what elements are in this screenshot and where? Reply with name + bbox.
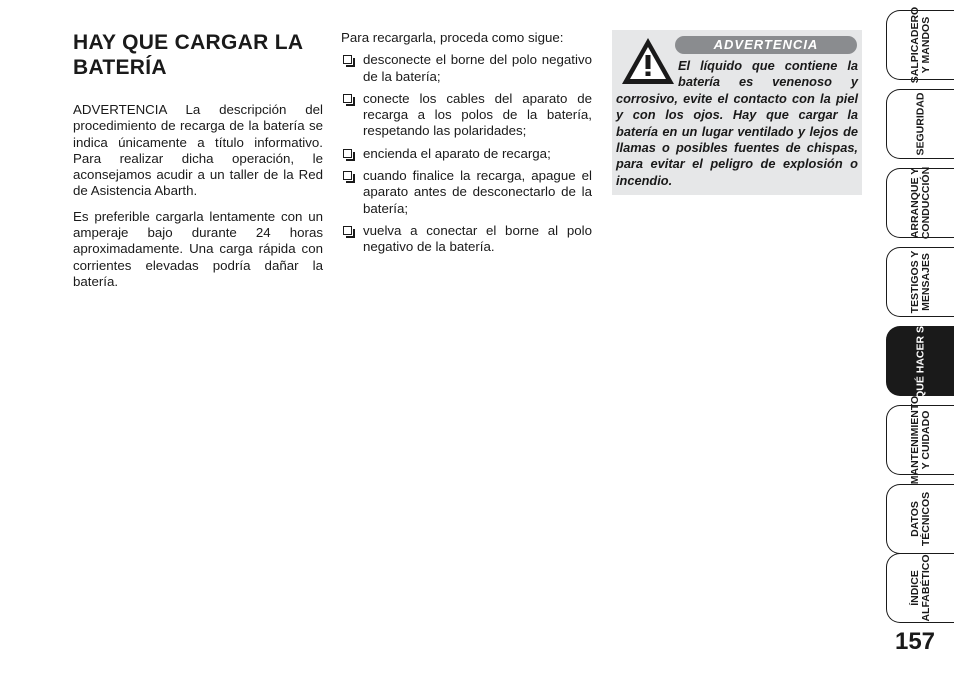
warning-text: El líquido que contiene la batería es venenoso y corrosivo, evite el contacto con la piel y con los ojos. Hay que cargar la batería en un lugar ventilado y lejos de llamas o posibles fuentes de chispas, para evitar el peligro de explosión o incendio. xyxy=(616,58,858,188)
tab-label: TESTIGOS Y MENSAJES xyxy=(908,250,932,314)
tab-que-hacer-si[interactable] xyxy=(886,323,954,399)
section-title-line1: HAY QUE CARGAR LA xyxy=(73,31,304,54)
checkbox-bullet-icon xyxy=(343,55,352,64)
charging-paragraph: Es preferible cargarla lentamente con un amperaje bajo durante 24 horas aproximadamente. Una carga rápida con corrientes elevadas podría dañar la batería. xyxy=(73,208,323,289)
tab-arranque-y-conduccion[interactable] xyxy=(886,168,954,238)
checkbox-bullet-icon xyxy=(343,149,352,158)
checkbox-bullet-icon xyxy=(343,171,352,180)
procedure-step: encienda el aparato de recarga; xyxy=(341,146,592,162)
procedure-intro: Para recargarla, proceda como sigue: xyxy=(341,30,564,45)
tab-label: MANTENIMIENTO Y CUIDADO xyxy=(908,395,932,485)
tab-datos-tecnicos[interactable] xyxy=(886,484,954,554)
left-column xyxy=(73,30,323,299)
procedure-step: conecte los cables del aparato de recarga a los polos de la batería, respetando las polaridades; xyxy=(341,91,592,140)
warning-heading: ADVERTENCIA xyxy=(675,36,857,54)
checkbox-bullet-icon xyxy=(343,94,352,103)
chapter-tabs xyxy=(886,0,956,678)
tab-label: SALPICADERO Y MANDOS xyxy=(908,6,932,84)
procedure-step: desconecte el borne del polo negativo de la batería; xyxy=(341,52,592,85)
section-title-line2: BATERÍA xyxy=(73,56,167,79)
tab-indice-alfabetico[interactable] xyxy=(886,553,954,623)
procedure-steps xyxy=(341,52,592,255)
page-number: 157 xyxy=(894,628,936,655)
procedure-column xyxy=(341,30,592,262)
tab-label: DATOS TÉCNICOS xyxy=(908,491,932,547)
intro-paragraph: ADVERTENCIA La descripción del procedimiento de recarga de la batería se indica únicamente a título informativo. Para realizar dicha operación, le aconsejamos acudir a un taller de la Red de Asistencia Abarth. xyxy=(73,102,323,199)
warning-box xyxy=(612,30,862,195)
tab-label: ÍNDICE ALFABÉTICO xyxy=(908,554,932,622)
tab-label: QUÉ HACER SI xyxy=(914,323,926,399)
section-title xyxy=(73,30,323,80)
tab-seguridad[interactable] xyxy=(886,89,954,159)
checkbox-bullet-icon xyxy=(343,226,352,235)
tab-salpicadero-y-mandos[interactable] xyxy=(886,6,954,84)
procedure-step: vuelva a conectar el borne al polo negativo de la batería. xyxy=(341,223,592,256)
tab-testigos-y-mensajes[interactable] xyxy=(886,247,954,317)
tab-mantenimiento-y-cuidado[interactable] xyxy=(886,395,954,485)
tab-label: ARRANQUE Y CONDUCCIÓN xyxy=(908,166,932,240)
procedure-step: cuando finalice la recarga, apague el aparato antes de desconectarlo de la batería; xyxy=(341,168,592,217)
tab-label: SEGURIDAD xyxy=(914,92,926,156)
